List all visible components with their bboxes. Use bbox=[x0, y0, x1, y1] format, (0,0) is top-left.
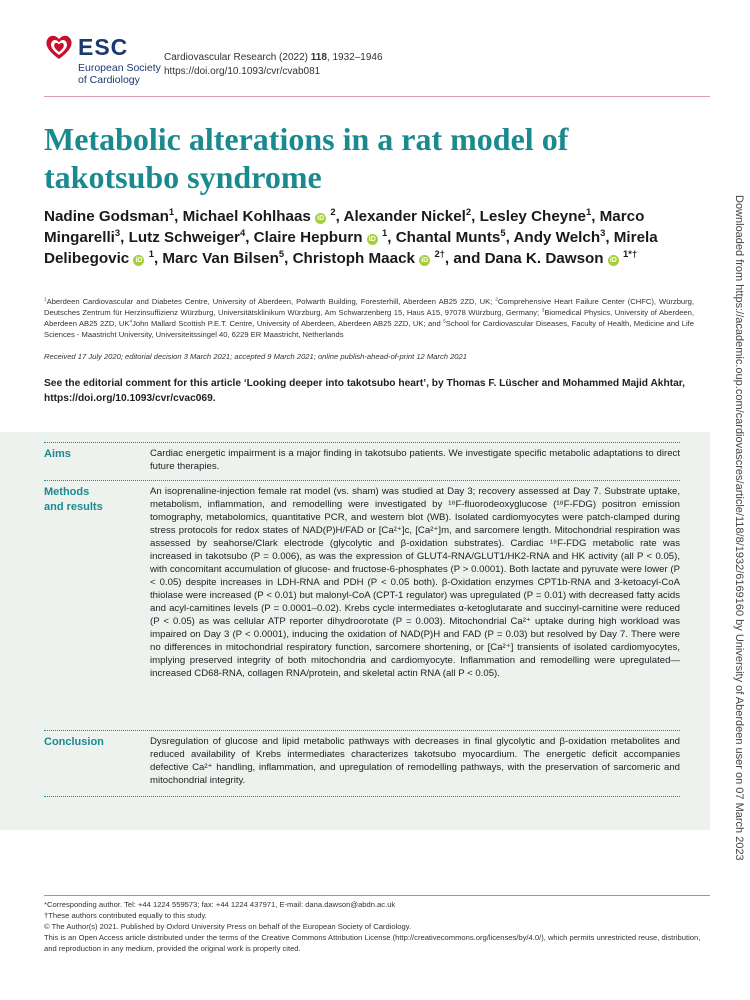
author-affiliation-sup: 2 bbox=[330, 205, 336, 217]
esc-logo[interactable] bbox=[44, 32, 164, 94]
affiliation-text: School for Cardiovascular Diseases, Faculty of Health, Medicine and Life Sciences - Maastricht University, Universiteitssingel 40, 6229 ER Maastricht, Netherlands bbox=[44, 319, 694, 339]
methods-heading-line-2: and results bbox=[44, 501, 103, 513]
footer-divider bbox=[44, 895, 710, 896]
author-name bbox=[479, 205, 592, 225]
author-affiliation-sup: 2† bbox=[434, 247, 445, 259]
journal-pages: , 1932–1946 bbox=[326, 52, 383, 63]
journal-doi-link[interactable]: https://doi.org/10.1093/cvr/cvab081 bbox=[164, 66, 321, 77]
author-name-text: Marco Mingarelli bbox=[44, 208, 645, 246]
author-name bbox=[44, 205, 175, 225]
logo-subtitle-line-2: of Cardiology bbox=[78, 74, 140, 86]
author-name-text: Christoph Maack bbox=[292, 250, 415, 267]
heart-logo-icon bbox=[44, 32, 74, 62]
author-affiliation-sup: 3 bbox=[600, 226, 606, 238]
affiliation-text: John Mallard Scottish P.E.T. Centre, University of Aberdeen, Aberdeen AB25 2ZD, UK; and bbox=[132, 319, 444, 328]
affiliation-text: Biomedical Physics, University of Aberdeen, Aberdeen AB25 2ZD, UK bbox=[44, 308, 694, 328]
affiliation-number: 1 bbox=[44, 296, 47, 302]
author-separator: , bbox=[153, 250, 163, 267]
page-footer bbox=[44, 899, 710, 954]
author-name-text: Lutz Schweiger bbox=[128, 229, 240, 246]
aims-heading: Aims bbox=[44, 448, 71, 460]
abstract-conclusion-section bbox=[44, 730, 680, 786]
orcid-icon[interactable]: iD bbox=[421, 257, 429, 264]
author-name-text: Alexander Nickel bbox=[343, 208, 466, 225]
author-affiliation-sup: 2 bbox=[465, 205, 472, 217]
author-separator: , bbox=[284, 250, 293, 267]
journal-volume: 118 bbox=[310, 52, 327, 63]
methods-heading bbox=[44, 485, 134, 515]
orcid-icon[interactable]: iD bbox=[368, 236, 376, 243]
author-name bbox=[253, 226, 388, 246]
journal-name: Cardiovascular Research (2022) bbox=[164, 52, 308, 63]
author-name bbox=[128, 226, 246, 246]
methods-heading-line-1: Methods bbox=[44, 486, 90, 498]
author-name-text: Chantal Munts bbox=[395, 229, 501, 246]
author-name-text: Marc Van Bilsen bbox=[162, 250, 279, 267]
author-name-text: Lesley Cheyne bbox=[479, 208, 586, 225]
orcid-icon[interactable]: iD bbox=[609, 257, 617, 264]
conclusion-heading: Conclusion bbox=[44, 736, 104, 748]
author-list bbox=[44, 206, 684, 269]
orcid-icon[interactable]: iD bbox=[135, 257, 143, 264]
author-separator: , bbox=[335, 208, 344, 225]
article-dates: Received 17 July 2020; editorial decision 3 March 2021; accepted 9 March 2021; online publish-ahead-of-print 12 March 2021 bbox=[44, 352, 467, 361]
equal-contribution-note: †These authors contributed equally to this study. bbox=[44, 911, 207, 920]
aims-text: Cardiac energetic impairment is a major finding in takotsubo patients. We investigate specific metabolic adaptations to direct future therapies. bbox=[150, 448, 680, 472]
abstract-methods-section bbox=[44, 480, 680, 679]
affiliation-text: Aberdeen Cardiovascular and Diabetes Centre, University of Aberdeen, Polwarth Building, Foresterhill, Aberdeen AB25 2ZD, UK; bbox=[46, 297, 496, 306]
author-separator: , bbox=[245, 229, 254, 246]
author-affiliation-sup: 1 bbox=[148, 247, 154, 259]
editorial-comment[interactable]: See the editorial comment for this article ‘Looking deeper into takotsubo heart’, by Thomas F. Lüscher and Mohammed Majid Akhtar, https://doi.org/10.1093/cvr/cvac069. bbox=[44, 378, 685, 404]
license-text: This is an Open Access article distributed under the terms of the Creative Commons Attribution License (http://creativecommons.org/licenses/by/4.0/), which permits unrestricted reuse, distribution, and reproduction in any medium, provided the original work is properly cited. bbox=[44, 933, 701, 953]
affiliation-number: 2 bbox=[495, 296, 498, 302]
author-name-text: Nadine Godsman bbox=[44, 208, 169, 225]
abstract-aims-section bbox=[44, 442, 680, 472]
author-name-text: Michael Kohlhaas bbox=[182, 208, 311, 225]
author-name bbox=[162, 247, 285, 267]
author-affiliation-sup: 3 bbox=[114, 226, 121, 238]
author-name bbox=[395, 226, 506, 246]
author-affiliation-sup: 5 bbox=[500, 226, 506, 238]
author-name-text: Claire Hepburn bbox=[253, 229, 363, 246]
author-name-text: Mirela Delibegovic bbox=[44, 229, 658, 267]
journal-line bbox=[164, 51, 383, 65]
logo-subtitle-line-1: European Society bbox=[78, 62, 161, 74]
author-name bbox=[343, 205, 472, 225]
author-separator: , bbox=[591, 208, 600, 225]
author-name-text: Andy Welch bbox=[513, 229, 601, 246]
article-title: Metabolic alterations in a rat model of takotsubo syndrome bbox=[44, 121, 569, 195]
affiliation-number: 5 bbox=[443, 318, 446, 324]
logo-esc-text: ESC bbox=[78, 34, 129, 60]
author-affiliation-sup: 4 bbox=[239, 226, 246, 238]
affiliation-number: 4 bbox=[129, 318, 133, 324]
author-name bbox=[484, 247, 638, 267]
author-separator: , bbox=[505, 229, 514, 246]
author-separator: , and bbox=[444, 250, 485, 267]
conclusion-text: Dysregulation of glucose and lipid metabolic pathways with decreases in final glycolytic and β-oxidation metabolites and reduced availability of Krebs intermediates characterizes takotsubo myocardium. The energetic deficit accompanies defective Ca²⁺ handling, inflammation, and upregulation of remodelling pathways, with the preservation of sarcomeric and mitochondrial integrity. bbox=[150, 736, 680, 786]
author-separator: , bbox=[605, 229, 614, 246]
author-name bbox=[513, 226, 606, 246]
affiliation-number: 3 bbox=[541, 307, 545, 313]
author-separator: , bbox=[174, 208, 183, 225]
author-separator: , bbox=[387, 229, 396, 246]
affiliations bbox=[44, 296, 694, 340]
corresponding-author: *Corresponding author. Tel: +44 1224 559573; fax: +44 1224 437971, E-mail: dana.dawson@abdn.ac.uk bbox=[44, 900, 396, 909]
author-separator: , bbox=[120, 229, 129, 246]
copyright-line: © The Author(s) 2021. Published by Oxford University Press on behalf of the European Society of Cardiology. bbox=[44, 922, 412, 931]
author-affiliation-sup: 1 bbox=[168, 205, 175, 217]
download-watermark bbox=[732, 195, 746, 861]
page-header bbox=[44, 32, 710, 94]
author-affiliation-sup: 1 bbox=[585, 205, 592, 217]
author-name bbox=[182, 205, 336, 225]
author-name bbox=[292, 247, 445, 267]
author-name-text: Dana K. Dawson bbox=[484, 250, 604, 267]
logo-subtitle bbox=[78, 62, 161, 86]
affiliation-text: Comprehensive Heart Failure Center (CHFC), Würzburg, Deutsches Zentrum für Herzinsuffizienz Würzburg, Universitätsklinikum Würzburg, Am Schwarzenberg 15, Haus A15, 97078 Würzburg, Germany; bbox=[44, 297, 695, 317]
author-separator: , bbox=[471, 208, 480, 225]
download-notice: Downloaded from https://academic.oup.com/cardiovascres/article/118/8/1932/6169160 by University of Aberdeen user on 07 March 2023 bbox=[733, 195, 745, 861]
journal-citation bbox=[164, 51, 383, 79]
header-divider bbox=[44, 96, 710, 97]
author-affiliation-sup: 1*† bbox=[623, 247, 638, 259]
methods-text: An isoprenaline-injection female rat model (vs. sham) was studied at Day 3; recovery assessed at Day 7. Substrate uptake, metabolism, inflammation, and remodelling were investigated by ¹⁸F-fluorodeoxyglucose (¹⁸F-FDG) positron emission tomography, metabolomics, quantitative PCR, and western blot (WB). Isolated cardiomyocytes were patch-clamped during stress protocols for redox states of NAD(P)H/FAD or [Ca²⁺]c, [Ca²⁺]m, and sarcomere length. Mitochondrial respiration was assessed by seahorse/Clark electrode (glycolytic and β-oxidation substrates). Cardiac ¹⁸F-FDG metabolic rate was increased in takotsubo (P = 0.006), as was the expression of GLUT4-RNA/GLUT1/HK2-RNA and HK activity (all P < 0.05), with concomitant accumulation of glucose- and fructose-6-phosphates (P > 0.0001). Both lactate and pyruvate were lower (P < 0.05) despite increases in LDH-RNA and PDH (P < 0.05 both). β-Oxidation enzymes CPT1b-RNA and 3-ketoacyl-CoA thiolase were increased (P < 0.01) but malonyl-CoA (CPT-1 regulator) was upregulated (P = 0.01) with decreased fatty acids and acyl-carnitines levels (P = 0.0001–0.02). Krebs cycle intermediates α-ketoglutarate and succinyl-carnitine were reduced (P < 0.05) as was cellular ATP reporter dihydroorotate (P = 0.003). Mitochondrial Ca²⁺ uptake during high workload was impaired on Day 3 (P < 0.0001), inducing the oxidation of NAD(P)H and FAD (P = 0.03) but resolved by Day 7. There were no differences in mitochondrial respiratory function, sarcomere shortening, or [Ca²⁺] transients of isolated cardiomyocytes, implying preserved integrity of both mitochondria and cardiomyocyte. Inflammation and remodelling were upregulated—increased CD68-RNA, collagen RNA/protein, and skeletal actin RNA (all P < 0.05). bbox=[150, 486, 680, 679]
author-affiliation-sup: 5 bbox=[278, 247, 285, 259]
abstract-end-rule bbox=[44, 796, 680, 797]
orcid-icon[interactable]: iD bbox=[317, 215, 325, 222]
author-affiliation-sup: 1 bbox=[382, 226, 388, 238]
